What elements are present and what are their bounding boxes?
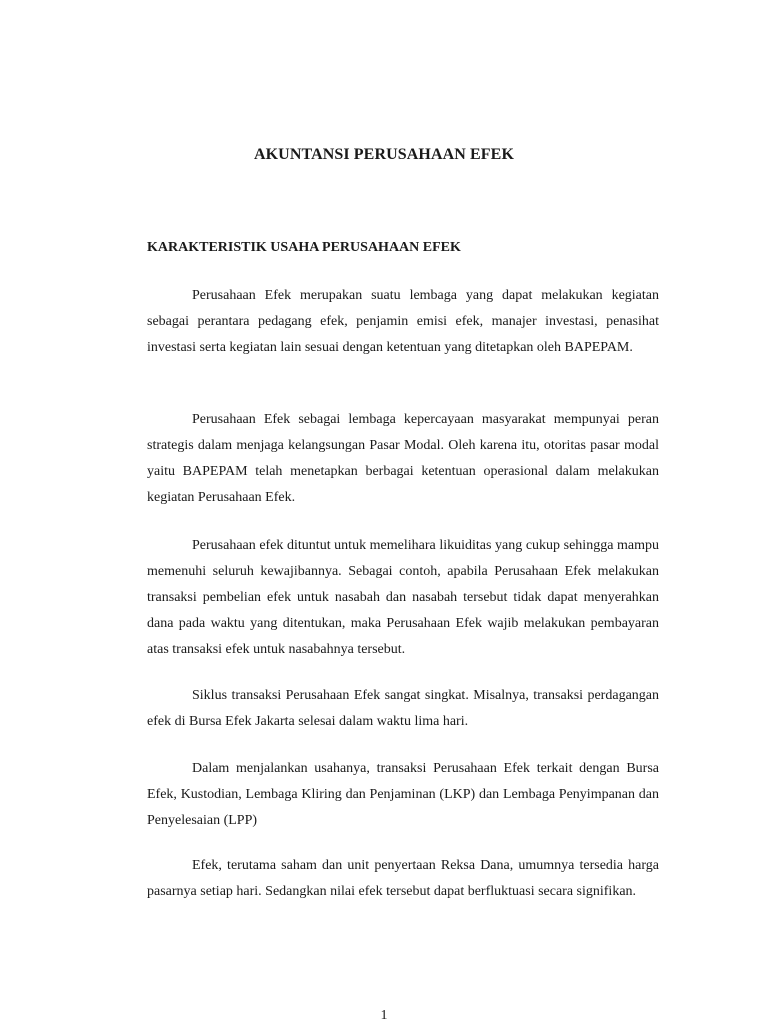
page-number: 1	[380, 1008, 388, 1023]
paragraph-1: Perusahaan Efek merupakan suatu lembaga yang dapat melakukan kegiatan sebagai perantara pedagang efek, penjamin emisi efek, manajer investasi, penasihat investasi serta kegiatan lain sesuai dengan ketentuan yang ditetapkan oleh BAPEPAM.	[147, 288, 659, 355]
paragraph-5: Dalam menjalankan usahanya, transaksi Perusahaan Efek terkait dengan Bursa Efek, Kustodian, Lembaga Kliring dan Penjaminan (LKP) dan Lembaga Penyimpanan dan Penyelesaian (LPP)	[147, 761, 659, 828]
paragraph-4: Siklus transaksi Perusahaan Efek sangat singkat. Misalnya, transaksi perdagangan efek di Bursa Efek Jakarta selesai dalam waktu lima hari.	[147, 688, 659, 729]
paragraph-2: Perusahaan Efek sebagai lembaga kepercayaan masyarakat mempunyai peran strategis dalam menjaga kelangsungan Pasar Modal. Oleh karena itu, otoritas pasar modal yaitu BAPEPAM telah menetapkan berbagai ketentuan operasional dalam melakukan kegiatan Perusahaan Efek.	[147, 412, 659, 505]
section-heading: KARAKTERISTIK USAHA PERUSAHAAN EFEK	[147, 240, 461, 255]
paragraph-3: Perusahaan efek dituntut untuk memelihara likuiditas yang cukup sehingga mampu memenuhi seluruh kewajibannya. Sebagai contoh, apabila Perusahaan Efek melakukan transaksi pembelian efek untuk nasabah dan nasabah tersebut tidak dapat menyerahkan dana pada waktu yang ditentukan, maka Perusahaan Efek wajib melakukan pembayaran atas transaksi efek untuk nasabahnya tersebut.	[147, 538, 659, 657]
paragraph-6: Efek, terutama saham dan unit penyertaan Reksa Dana, umumnya tersedia harga pasarnya setiap hari. Sedangkan nilai efek tersebut dapat berfluktuasi secara signifikan.	[147, 858, 659, 899]
document-title: AKUNTANSI PERUSAHAAN EFEK	[253, 146, 514, 163]
